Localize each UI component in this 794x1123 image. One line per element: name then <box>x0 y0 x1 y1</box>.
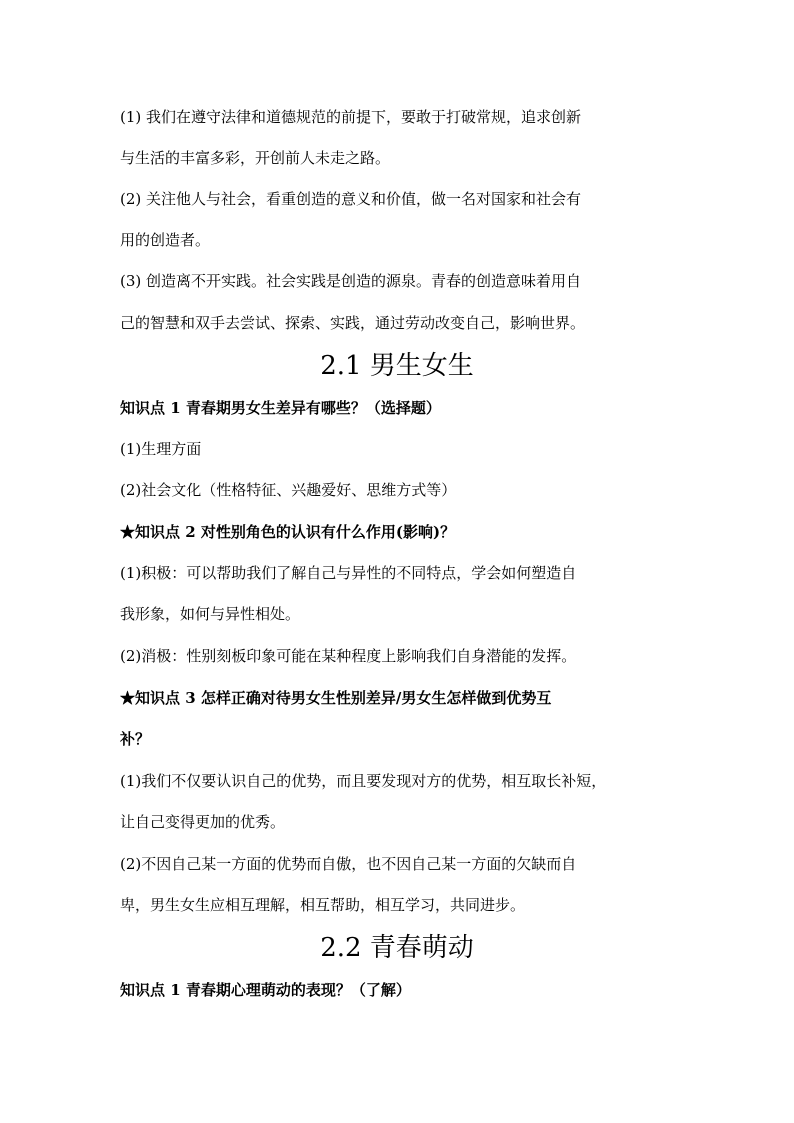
list-item: (1)我们不仅要认识自己的优势，而且要发现对方的优势，相互取长补短， <box>120 772 607 790</box>
list-item: (1)积极：可以帮助我们了解自己与异性的不同特点，学会如何塑造自 <box>120 564 577 582</box>
paragraph-line: 与生活的丰富多彩，开创前人未走之路。 <box>120 149 391 167</box>
knowledge-point-heading: ★知识点 2 对性别角色的认识有什么作用(影响)？ <box>120 523 456 541</box>
list-item: (1)生理方面 <box>120 440 202 458</box>
list-item: (2)不因自己某一方面的优势而自傲，也不因自己某一方面的欠缺而自 <box>120 855 577 873</box>
paragraph-line: 己的智慧和双手去尝试、探索、实践，通过劳动改变自己，影响世界。 <box>120 314 586 332</box>
knowledge-point-heading: 补？ <box>120 730 151 748</box>
paragraph-line: 用的创造者。 <box>120 231 211 249</box>
list-item: (2)社会文化（性格特征、兴趣爱好、思维方式等） <box>120 481 457 499</box>
section-title-2-1: 2.1 男生女生 <box>320 351 474 381</box>
list-item: 让自己变得更加的优秀。 <box>120 813 286 831</box>
section-title-2-2: 2.2 青春萌动 <box>320 933 474 963</box>
paragraph-line: (1) 我们在遵守法律和道德规范的前提下，要敢于打破常规，追求创新 <box>120 108 582 126</box>
knowledge-point-heading: ★知识点 3 怎样正确对待男女生性别差异/男女生怎样做到优势互 <box>120 689 552 707</box>
knowledge-point-heading: 知识点 1 青春期男女生差异有哪些？（选择题） <box>120 399 441 417</box>
list-item: 卑，男生女生应相互理解，相互帮助，相互学习，共同进步。 <box>120 896 526 914</box>
list-item: 我形象，如何与异性相处。 <box>120 605 301 623</box>
knowledge-point-heading: 知识点 1 青春期心理萌动的表现？（了解） <box>120 981 411 999</box>
paragraph-line: (3) 创造离不开实践。社会实践是创造的源泉。青春的创造意味着用自 <box>120 272 582 290</box>
list-item: (2)消极：性别刻板印象可能在某种程度上影响我们自身潜能的发挥。 <box>120 647 577 665</box>
paragraph-line: (2) 关注他人与社会，看重创造的意义和价值，做一名对国家和社会有 <box>120 190 582 208</box>
